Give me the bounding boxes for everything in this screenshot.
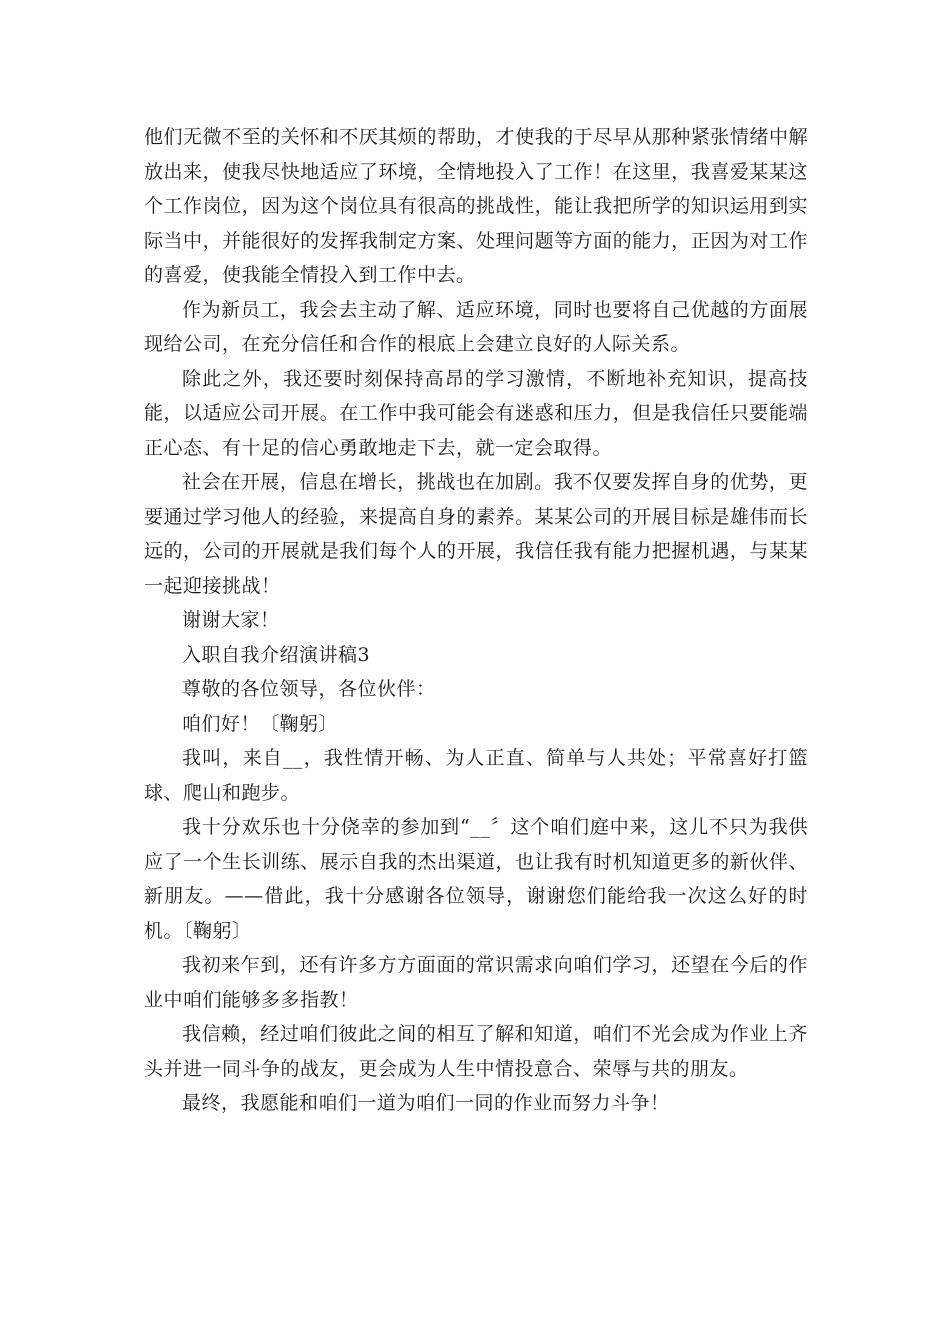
- paragraph-joining: 我十分欢乐也十分侥幸的参加到“__〞这个咱们庭中来，这儿不只为我供应了一个生长训练、展示自我的杰出渠道，也让我有时机知道更多的新伙伴、新朋友。——借此，我十分感谢各位领导，谢谢您们能给我一次这么好的时机。〔鞠躬〕: [144, 816, 808, 942]
- paragraph-continuation: 他们无微不至的关怀和不厌其烦的帮助，才使我的于尽早从那种紧张情绪中解放出来，使我尽快地适应了环境，全情地投入了工作！在这里，我喜爱某某这个工作岗位，因为这个岗位具有很高的挑战性，能让我把所学的知识运用到实际当中，并能很好的发挥我制定方案、处理问题等方面的能力，正因为对工作的喜爱，使我能全情投入到工作中去。: [144, 126, 808, 286]
- paragraph-thanks: 谢谢大家！: [182, 609, 280, 631]
- paragraph-trust: 我信赖，经过咱们彼此之间的相互了解和知道，咱们不光会成为作业上齐头并进一同斗争的战友，更会成为人生中情投意合、荣辱与共的朋友。: [144, 1023, 808, 1080]
- paragraph-closing: 最终，我愿能和咱们一道为咱们一同的作业而努力斗争！: [182, 1092, 670, 1114]
- paragraph-greeting: 咱们好！〔鞠躬〕: [182, 712, 339, 735]
- paragraph-new-employee: 作为新员工，我会去主动了解、适应环境，同时也要将自己优越的方面展现给公司，在充分信任和合作的根底上会建立良好的人际关系。: [144, 298, 808, 355]
- paragraph-salutation: 尊敬的各位领导，各位伙伴：: [182, 678, 436, 700]
- paragraph-introduction: 我叫，来自__，我性情开畅、为人正直、简单与人共处；平常喜好打篮球、爬山和跑步。: [144, 747, 808, 804]
- section-heading: 入职自我介绍演讲稿3: [182, 643, 371, 666]
- document-body: [144, 120, 808, 1121]
- paragraph-society: 社会在开展，信息在增长，挑战也在加剧。我不仅要发挥自身的优势，更要通过学习他人的经验，来提高自身的素养。某某公司的开展目标是雄伟而长远的，公司的开展就是我们每个人的开展，我信任我有能力把握机遇，与某某一起迎接挑战！: [144, 471, 808, 597]
- paragraph-newcomer: 我初来乍到，还有许多方方面面的常识需求向咱们学习，还望在今后的作业中咱们能够多多指教！: [144, 954, 808, 1011]
- paragraph-learning: 除此之外，我还要时刻保持高昂的学习激情，不断地补充知识，提高技能，以适应公司开展。在工作中我可能会有迷惑和压力，但是我信任只要能端正心态、有十足的信心勇敢地走下去，就一定会取得。: [144, 367, 808, 459]
